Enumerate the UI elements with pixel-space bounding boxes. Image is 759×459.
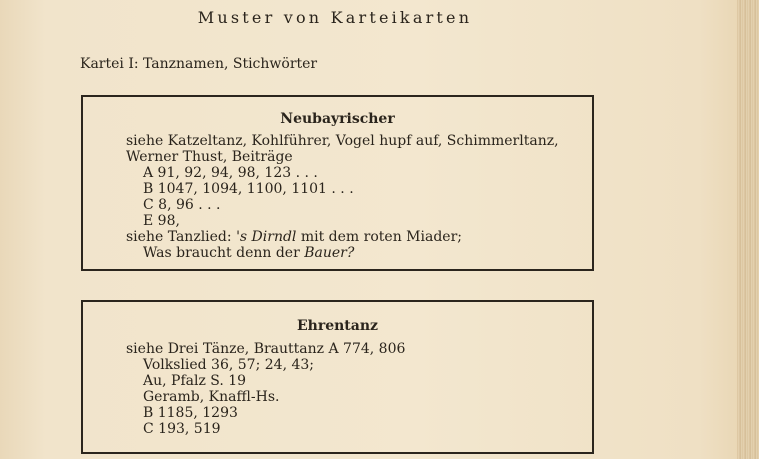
- see-also-line: siehe Katzeltanz, Kohlführer, Vogel hupf auf, Schimmerltanz,: [126, 133, 559, 149]
- song-line: [126, 229, 592, 245]
- song-prefix: siehe Tanzlied:: [126, 229, 237, 245]
- see-also-line: Werner Thust, Beiträge: [126, 149, 293, 165]
- song-line2-prefix: Was braucht denn der: [143, 245, 305, 261]
- reference-line: Volkslied 36, 57; 24, 43;: [143, 357, 314, 373]
- see-also-line: siehe Drei Tänze, Brauttanz A 774, 806: [126, 341, 406, 357]
- reference-line: E 98,: [143, 213, 180, 229]
- song-rest: mit dem roten Miader;: [296, 229, 462, 245]
- reference-line: B 1185, 1293: [143, 405, 238, 421]
- index-card-ehrentanz: [81, 300, 594, 454]
- song-title: 's Dirndl: [236, 229, 297, 245]
- reference-line: B 1047, 1094, 1100, 1101 . . .: [143, 181, 354, 197]
- reference-line: Au, Pfalz S. 19: [143, 373, 247, 389]
- card-title: Neubayrischer: [280, 111, 395, 127]
- reference-line: Geramb, Knaffl-Hs.: [143, 389, 280, 405]
- reference-line: C 193, 519: [143, 421, 221, 437]
- page-edge: [737, 0, 759, 459]
- reference-line: A 91, 92, 94, 98, 123 . . .: [143, 165, 318, 181]
- page-title: Muster von Karteikarten: [197, 8, 473, 27]
- index-card-neubayrischer: [81, 95, 594, 271]
- card-title: Ehrentanz: [297, 318, 378, 334]
- song-line2-italic: Bauer?: [304, 245, 355, 261]
- section-caption: Kartei I: Tanznamen, Stichwörter: [80, 56, 318, 72]
- reference-line: C 8, 96 . . .: [143, 197, 221, 213]
- song-line: [143, 245, 592, 261]
